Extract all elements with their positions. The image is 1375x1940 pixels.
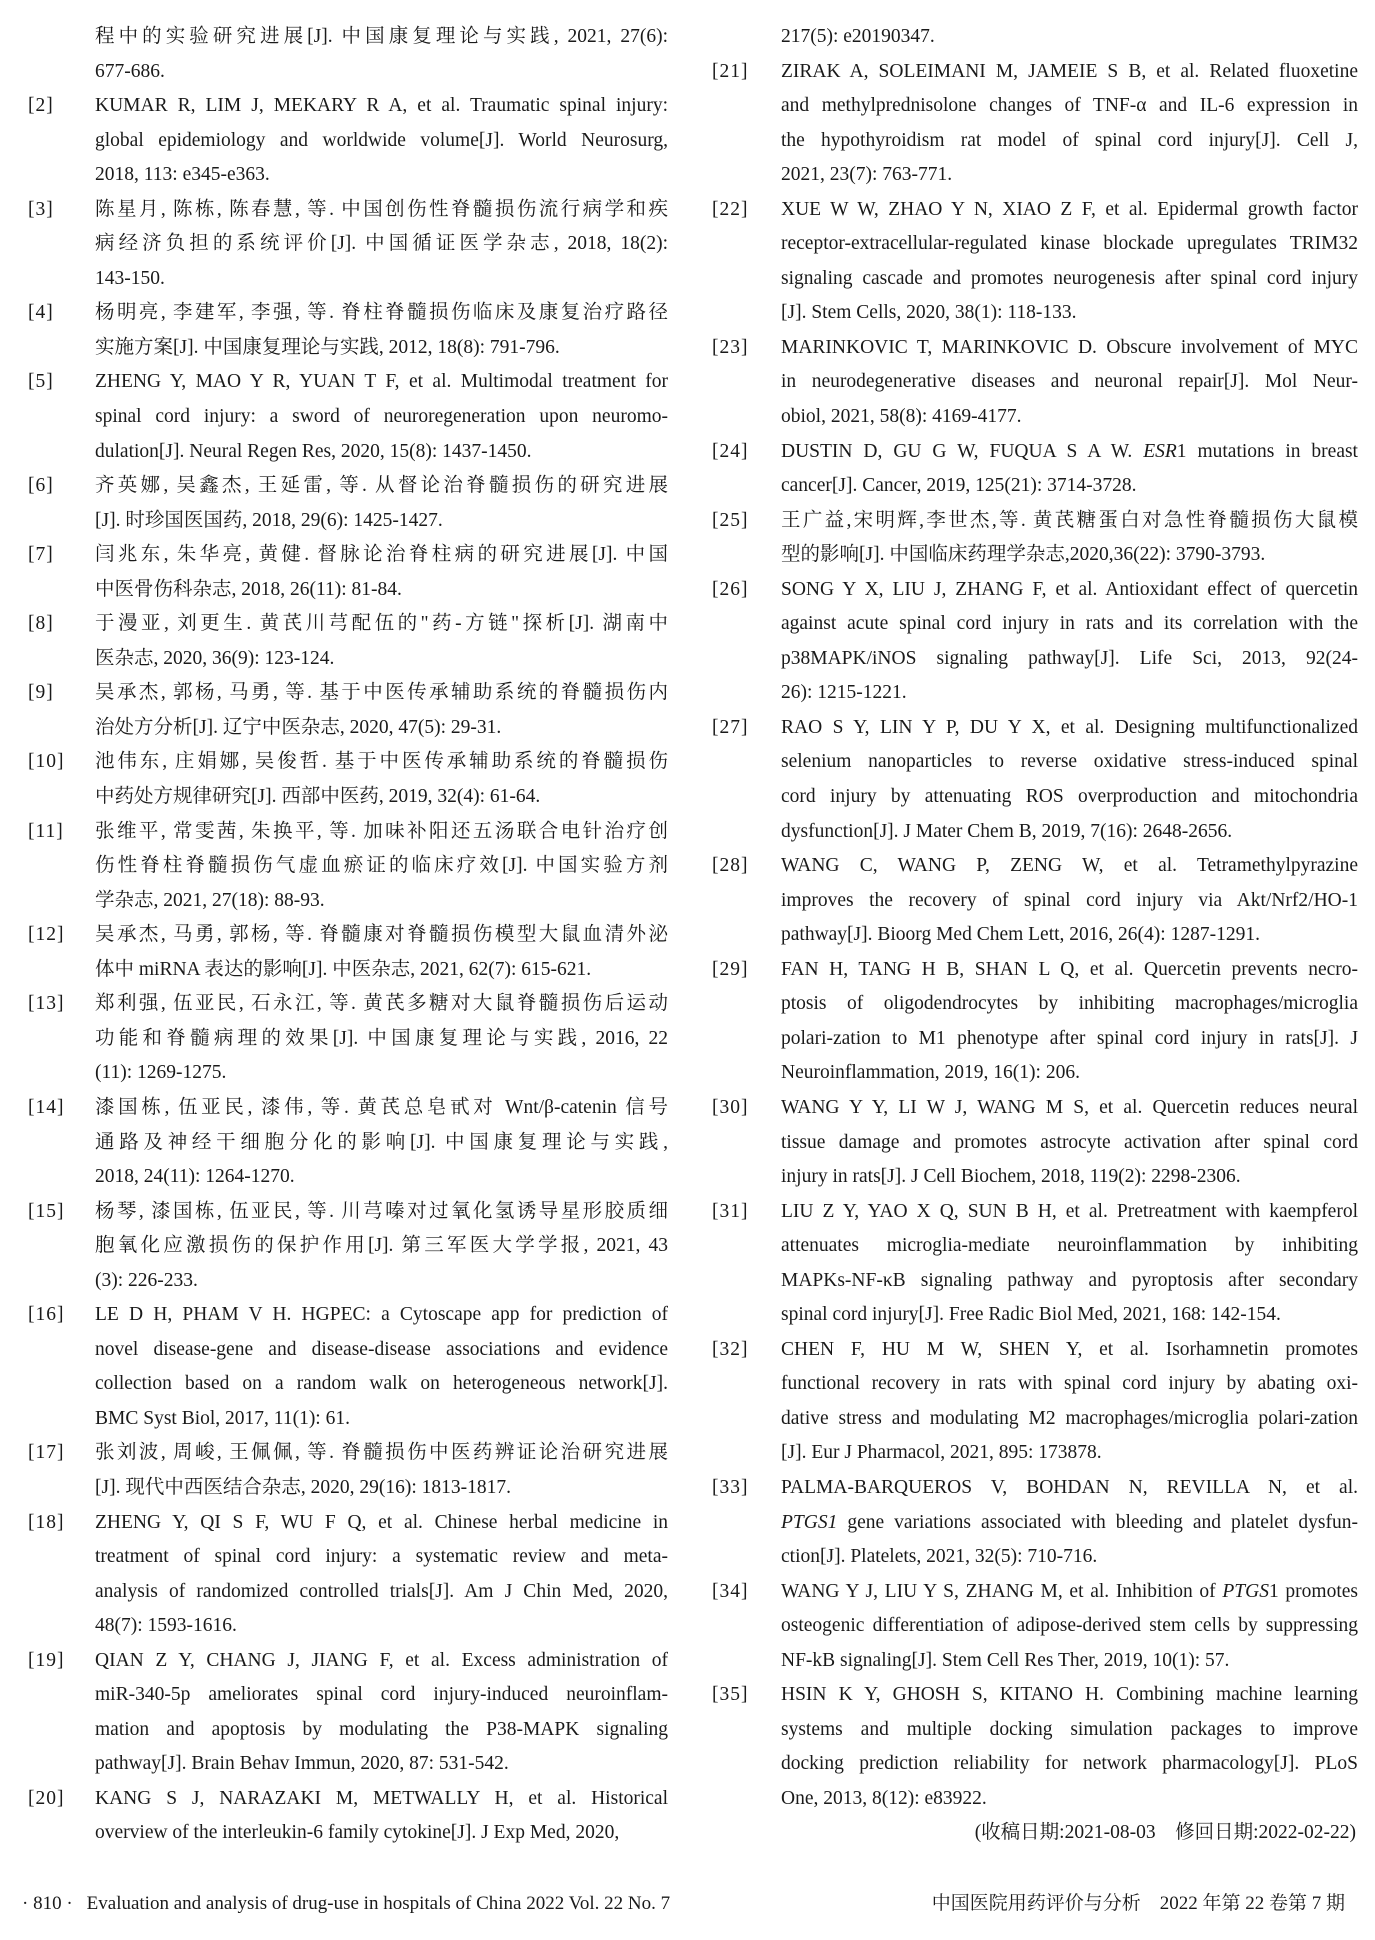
reference-line: obiol, 2021, 58(8): 4169-4177. (781, 406, 1022, 428)
reference-line: 中医骨伤科杂志, 2018, 26(11): 81-84. (95, 578, 402, 600)
reference-line: functional recovery in rats with spinal cord injury by abating oxi- (781, 1373, 1358, 1395)
reference-number: [24] (712, 440, 749, 462)
reference-line: 齐英娜, 吴鑫杰, 王延雷, 等. 从督论治脊髓损伤的研究进展 (95, 475, 668, 497)
reference-text (95, 193, 668, 297)
reference-item (712, 55, 1358, 193)
reference-item (28, 1195, 668, 1299)
reference-line: 通路及神经干细胞分化的影响[J]. 中国康复理论与实践, (95, 1131, 668, 1153)
reference-text (781, 435, 1358, 504)
reference-line: systems and multiple docking simulation packages to improve (781, 1718, 1358, 1740)
reference-line: ction[J]. Platelets, 2021, 32(5): 710-716. (781, 1546, 1098, 1568)
reference-line: in neurodegenerative diseases and neuronal repair[J]. Mol Neur- (781, 371, 1358, 393)
references-list-right (712, 20, 1358, 1816)
reference-line: signaling cascade and promotes neurogenesis after spinal cord injury (781, 267, 1358, 289)
reference-line: ZHENG Y, QI S F, WU F Q, et al. Chinese herbal medicine in (95, 1511, 668, 1533)
reference-item (28, 89, 668, 193)
reference-number: [27] (712, 716, 749, 738)
reference-line: improves the recovery of spinal cord injury via Akt/Nrf2/HO-1 (781, 889, 1358, 911)
reference-text (95, 538, 668, 607)
reference-number: [26] (712, 578, 749, 600)
reference-line: One, 2013, 8(12): e83922. (781, 1787, 987, 1809)
reference-text (781, 1195, 1358, 1333)
reference-line: 48(7): 1593-1616. (95, 1615, 237, 1637)
reference-text (95, 365, 668, 469)
reference-line: pathway[J]. Brain Behav Immun, 2020, 87: 531-542. (95, 1753, 509, 1775)
reference-number: [5] (28, 371, 54, 393)
reference-line: osteogenic differentiation of adipose-derived stem cells by suppressing (781, 1615, 1358, 1637)
reference-line: WANG C, WANG P, ZENG W, et al. Tetramethylpyrazine (781, 855, 1358, 877)
reference-number: [9] (28, 682, 54, 704)
reference-item (712, 1091, 1358, 1195)
reference-item (28, 469, 668, 538)
reference-line: 2018, 24(11): 1264-1270. (95, 1166, 295, 1188)
reference-line: 677-686. (95, 60, 165, 82)
reference-line: FAN H, TANG H B, SHAN L Q, et al. Quercetin prevents necro- (781, 958, 1358, 980)
reference-line: 治处方分析[J]. 辽宁中医杂志, 2020, 47(5): 29-31. (95, 716, 502, 738)
reference-line: 郑利强, 伍亚民, 石永江, 等. 黄芪多糖对大鼠脊髓损伤后运动 (95, 993, 668, 1015)
reference-item (712, 711, 1358, 849)
reference-line: SONG Y X, LIU J, ZHANG F, et al. Antioxidant effect of quercetin (781, 578, 1358, 600)
reference-number: [4] (28, 302, 54, 324)
italic-gene-name: ESR (1143, 440, 1177, 462)
reference-item (712, 1575, 1358, 1679)
reference-line: polari-zation to M1 phenotype after spinal cord injury in rats[J]. J (781, 1027, 1358, 1049)
reference-line: WANG Y J, LIU Y S, ZHANG M, et al. Inhibition of PTGS1 promotes (781, 1580, 1358, 1602)
reference-number: [3] (28, 198, 54, 220)
reference-number: [29] (712, 958, 749, 980)
reference-text (95, 469, 668, 538)
reference-text (781, 953, 1358, 1091)
reference-number: [23] (712, 336, 749, 358)
reference-line: 吴承杰, 马勇, 郭杨, 等. 脊髓康对脊髓损伤模型大鼠血清外泌 (95, 924, 668, 946)
reference-number: [35] (712, 1684, 749, 1706)
reference-text (95, 1195, 668, 1299)
reference-line: overview of the interleukin-6 family cytokine[J]. J Exp Med, 2020, (95, 1822, 620, 1844)
references-column-right (712, 20, 1358, 1851)
reference-text (95, 987, 668, 1091)
reference-line: 王广益,宋明辉,李世杰,等. 黄芪糖蛋白对急性脊髓损伤大鼠模 (781, 509, 1358, 531)
reference-line: docking prediction reliability for network pharmacology[J]. PLoS (781, 1753, 1358, 1775)
reference-line: miR-340-5p ameliorates spinal cord injury-induced neuroinflam- (95, 1684, 668, 1706)
reference-text (781, 573, 1358, 711)
reference-line: PALMA-BARQUEROS V, BOHDAN N, REVILLA N, et al. (781, 1476, 1358, 1498)
reference-number: [17] (28, 1442, 65, 1464)
reference-line: 26): 1215-1221. (781, 682, 907, 704)
reference-line: dulation[J]. Neural Regen Res, 2020, 15(8): 1437-1450. (95, 440, 532, 462)
reference-text (95, 1644, 668, 1782)
received-revised-dates: (收稿日期:2021-08-03 修回日期:2022-02-22) (974, 1822, 1356, 1844)
reference-item (712, 1471, 1358, 1575)
reference-item (28, 1436, 668, 1505)
reference-line: 程中的实验研究进展[J]. 中国康复理论与实践, 2021, 27(6): (95, 26, 668, 47)
reference-number: [8] (28, 613, 54, 635)
reference-line: 闫兆东, 朱华亮, 黄健. 督脉论治脊柱病的研究进展[J]. 中国 (95, 544, 668, 566)
page-number: · 810 · (22, 1893, 73, 1914)
reference-number: [12] (28, 924, 65, 946)
reference-line: novel disease-gene and disease-disease associations and evidence (95, 1338, 668, 1360)
reference-line: 于漫亚, 刘更生. 黄芪川芎配伍的"药-方链"探析[J]. 湖南中 (95, 613, 668, 635)
reference-continuation (28, 20, 668, 89)
reference-item (28, 607, 668, 676)
reference-text (95, 1091, 668, 1195)
journal-title-chinese: 中国医院用药评价与分析 2022 年第 22 卷第 7 期 (931, 1893, 1345, 1914)
reference-text (95, 1436, 668, 1505)
reference-text (781, 1678, 1358, 1816)
reference-line: [J]. Stem Cells, 2020, 38(1): 118-133. (781, 302, 1077, 324)
reference-number: [18] (28, 1511, 65, 1533)
reference-line: 学杂志, 2021, 27(18): 88-93. (95, 889, 325, 911)
reference-line: 2018, 113: e345-e363. (95, 164, 270, 186)
reference-line: pathway[J]. Bioorg Med Chem Lett, 2016, 26(4): 1287-1291. (781, 924, 1260, 946)
reference-line: 漆国栋, 伍亚民, 漆伟, 等. 黄芪总皂甙对 Wnt/β-catenin 信号 (95, 1096, 668, 1118)
reference-text (95, 1782, 668, 1851)
reference-text (95, 815, 668, 919)
reference-text (781, 1471, 1358, 1575)
reference-text (781, 504, 1358, 573)
reference-line: p38MAPK/iNOS signaling pathway[J]. Life Sci, 2013, 92(24- (781, 647, 1358, 669)
reference-line: ZIRAK A, SOLEIMANI M, JAMEIE S B, et al. Related fluoxetine (781, 60, 1358, 82)
reference-line: analysis of randomized controlled trials[J]. Am J Chin Med, 2020, (95, 1580, 668, 1602)
reference-text (95, 1506, 668, 1644)
reference-number: [6] (28, 475, 54, 497)
reference-line: receptor-extracellular-regulated kinase blockade upregulates TRIM32 (781, 233, 1358, 255)
reference-line: 中药处方规律研究[J]. 西部中医药, 2019, 32(4): 61-64. (95, 786, 541, 808)
reference-number: [19] (28, 1649, 65, 1671)
reference-line: cord injury by attenuating ROS overproduction and mitochondria (781, 786, 1358, 808)
reference-item (28, 815, 668, 919)
reference-text (781, 711, 1358, 849)
reference-item (712, 1333, 1358, 1471)
reference-line: WANG Y Y, LI W J, WANG M S, et al. Quercetin reduces neural (781, 1096, 1358, 1118)
reference-item (712, 331, 1358, 435)
reference-line: 实施方案[J]. 中国康复理论与实践, 2012, 18(8): 791-796. (95, 336, 560, 358)
reference-line: NF-kB signaling[J]. Stem Cell Res Ther, 2019, 10(1): 57. (781, 1649, 1230, 1671)
reference-item (712, 504, 1358, 573)
reference-item (712, 573, 1358, 711)
reference-item (28, 676, 668, 745)
reference-line: (3): 226-233. (95, 1269, 198, 1291)
reference-line: spinal cord injury[J]. Free Radic Biol Med, 2021, 168: 142-154. (781, 1304, 1281, 1326)
reference-line: 体中 miRNA 表达的影响[J]. 中医杂志, 2021, 62(7): 615-621. (95, 958, 592, 980)
reference-item (712, 849, 1358, 953)
reference-text (95, 607, 668, 676)
reference-text (95, 1298, 668, 1436)
reference-number: [32] (712, 1338, 749, 1360)
reference-line: [J]. Eur J Pharmacol, 2021, 895: 173878. (781, 1442, 1102, 1464)
reference-line: [J]. 现代中西医结合杂志, 2020, 29(16): 1813-1817. (95, 1476, 511, 1498)
reference-line: 陈星月, 陈栋, 陈春慧, 等. 中国创伤性脊髓损伤流行病学和疾 (95, 198, 668, 220)
reference-line: BMC Syst Biol, 2017, 11(1): 61. (95, 1407, 350, 1429)
reference-text (781, 55, 1358, 193)
reference-line: HSIN K Y, GHOSH S, KITANO H. Combining machine learning (781, 1684, 1358, 1706)
reference-item (28, 987, 668, 1091)
reference-line: mation and apoptosis by modulating the P38-MAPK signaling (95, 1718, 668, 1740)
reference-text (95, 745, 668, 814)
reference-item (28, 1782, 668, 1851)
reference-continuation (712, 20, 1358, 55)
reference-line: 张维平, 常雯茜, 朱换平, 等. 加味补阳还五汤联合电针治疗创 (95, 820, 668, 842)
reference-number: [14] (28, 1096, 65, 1118)
italic-gene-name: PTGS (1222, 1580, 1269, 1602)
reference-line: 医杂志, 2020, 36(9): 123-124. (95, 647, 335, 669)
reference-item (28, 538, 668, 607)
reference-text (95, 918, 668, 987)
reference-line: LE D H, PHAM V H. HGPEC: a Cytoscape app for prediction of (95, 1304, 668, 1326)
reference-line: 胞氧化应激损伤的保护作用[J]. 第三军医大学学报, 2021, 43 (95, 1235, 668, 1257)
reference-line: CHEN F, HU M W, SHEN Y, et al. Isorhamnetin promotes (781, 1338, 1358, 1360)
reference-text (781, 1091, 1358, 1195)
reference-item (712, 1678, 1358, 1816)
reference-line: the hypothyroidism rat model of spinal cord injury[J]. Cell J, (781, 129, 1358, 151)
reference-number: [31] (712, 1200, 749, 1222)
reference-number: [22] (712, 198, 749, 220)
reference-line: XUE W W, ZHAO Y N, XIAO Z F, et al. Epidermal growth factor (781, 198, 1358, 220)
reference-line: PTGS1 gene variations associated with bleeding and platelet dysfun- (781, 1511, 1358, 1533)
reference-item (28, 1298, 668, 1436)
reference-line: LIU Z Y, YAO X Q, SUN B H, et al. Pretreatment with kaempferol (781, 1200, 1358, 1222)
reference-line: dysfunction[J]. J Mater Chem B, 2019, 7(16): 2648-2656. (781, 820, 1233, 842)
reference-line: RAO S Y, LIN Y P, DU Y X, et al. Designing multifunctionalized (781, 716, 1358, 738)
italic-gene-name: PTGS1 (781, 1511, 838, 1533)
reference-line: 功能和脊髓病理的效果[J]. 中国康复理论与实践, 2016, 22 (95, 1027, 668, 1049)
reference-line: selenium nanoparticles to reverse oxidative stress-induced spinal (781, 751, 1358, 773)
reference-number: [25] (712, 509, 749, 531)
reference-item (712, 1195, 1358, 1333)
reference-line: 池伟东, 庄娟娜, 吴俊哲. 基于中医传承辅助系统的脊髓损伤 (95, 751, 668, 773)
reference-number: [7] (28, 544, 54, 566)
reference-line: 杨琴, 漆国栋, 伍亚民, 等. 川芎嗪对过氧化氢诱导星形胶质细 (95, 1200, 668, 1222)
reference-number: [34] (712, 1580, 749, 1602)
reference-text (781, 20, 1358, 55)
reference-text (781, 1333, 1358, 1471)
reference-line: DUSTIN D, GU G W, FUQUA S A W. ESR1 mutations in breast (781, 440, 1358, 462)
reference-line: KANG S J, NARAZAKI M, METWALLY H, et al. Historical (95, 1787, 668, 1809)
reference-line: KUMAR R, LIM J, MEKARY R A, et al. Traumatic spinal injury: (95, 95, 668, 117)
reference-number: [10] (28, 751, 65, 773)
reference-line: attenuates microglia-mediate neuroinflammation by inhibiting (781, 1235, 1358, 1257)
reference-number: [33] (712, 1476, 749, 1498)
reference-line: Neuroinflammation, 2019, 16(1): 206. (781, 1062, 1080, 1084)
footer-left (22, 1888, 670, 1920)
reference-line: MAPKs-NF-κB signaling pathway and pyroptosis after secondary (781, 1269, 1358, 1291)
reference-item (28, 296, 668, 365)
journal-title-english: Evaluation and analysis of drug-use in hospitals of China 2022 Vol. 22 No. 7 (86, 1893, 671, 1914)
reference-line: 2021, 23(7): 763-771. (781, 164, 953, 186)
reference-item (28, 918, 668, 987)
reference-number: [13] (28, 993, 65, 1015)
reference-line: spinal cord injury: a sword of neuroregeneration upon neuromo- (95, 406, 668, 428)
reference-number: [20] (28, 1787, 65, 1809)
reference-text (95, 676, 668, 745)
reference-text (95, 296, 668, 365)
reference-line: MARINKOVIC T, MARINKOVIC D. Obscure involvement of MYC (781, 336, 1358, 358)
reference-number: [15] (28, 1200, 65, 1222)
reference-line: 杨明亮, 李建军, 李强, 等. 脊柱脊髓损伤临床及康复治疗路径 (95, 302, 668, 324)
reference-item (712, 435, 1358, 504)
reference-line: 伤性脊柱脊髓损伤气虚血瘀证的临床疗效[J]. 中国实验方剂 (95, 855, 668, 877)
reference-item (28, 1506, 668, 1644)
reference-text (781, 331, 1358, 435)
reference-line: treatment of spinal cord injury: a systematic review and meta- (95, 1546, 668, 1568)
reference-text (781, 1575, 1358, 1679)
reference-line: and methylprednisolone changes of TNF-α and IL-6 expression in (781, 95, 1358, 117)
reference-line: dative stress and modulating M2 macrophages/microglia polari-zation (781, 1407, 1358, 1429)
references-column-left (28, 20, 668, 1851)
reference-number: [28] (712, 855, 749, 877)
reference-line: 143-150. (95, 267, 165, 289)
reference-line: global epidemiology and worldwide volume[J]. World Neurosurg, (95, 129, 668, 151)
reference-line: 型的影响[J]. 中国临床药理学杂志,2020,36(22): 3790-3793. (781, 544, 1266, 566)
reference-item (28, 1091, 668, 1195)
reference-text (781, 193, 1358, 331)
reference-line: QIAN Z Y, CHANG J, JIANG F, et al. Excess administration of (95, 1649, 668, 1671)
reference-item (712, 193, 1358, 331)
reference-line: 217(5): e20190347. (781, 26, 935, 47)
footer-right (932, 1888, 1345, 1920)
reference-line: ZHENG Y, MAO Y R, YUAN T F, et al. Multimodal treatment for (95, 371, 668, 393)
reference-line: cancer[J]. Cancer, 2019, 125(21): 3714-3728. (781, 475, 1137, 497)
reference-item (712, 953, 1358, 1091)
reference-number: [16] (28, 1304, 65, 1326)
reference-number: [21] (712, 60, 749, 82)
reference-text (95, 20, 668, 89)
reference-text (95, 89, 668, 193)
reference-item (28, 193, 668, 297)
reference-line: (11): 1269-1275. (95, 1062, 227, 1084)
reference-line: [J]. 时珍国医国药, 2018, 29(6): 1425-1427. (95, 509, 443, 531)
reference-number: [11] (28, 820, 64, 842)
reference-line: injury in rats[J]. J Cell Biochem, 2018, 119(2): 2298-2306. (781, 1166, 1241, 1188)
reference-line: 吴承杰, 郭杨, 马勇, 等. 基于中医传承辅助系统的脊髓损伤内 (95, 682, 668, 704)
reference-line: ptosis of oligodendrocytes by inhibiting macrophages/microglia (781, 993, 1358, 1015)
reference-item (28, 1644, 668, 1782)
reference-line: collection based on a random walk on heterogeneous network[J]. (95, 1373, 668, 1395)
reference-item (28, 745, 668, 814)
reference-line: tissue damage and promotes astrocyte activation after spinal cord (781, 1131, 1358, 1153)
reference-line: 病经济负担的系统评价[J]. 中国循证医学杂志, 2018, 18(2): (95, 233, 668, 255)
reference-text (781, 849, 1358, 953)
reference-item (28, 365, 668, 469)
reference-number: [30] (712, 1096, 749, 1118)
reference-line: 张刘波, 周峻, 王佩佩, 等. 脊髓损伤中医药辨证论治研究进展 (95, 1442, 668, 1464)
reference-number: [2] (28, 95, 54, 117)
reference-line: against acute spinal cord injury in rats and its correlation with the (781, 613, 1358, 635)
